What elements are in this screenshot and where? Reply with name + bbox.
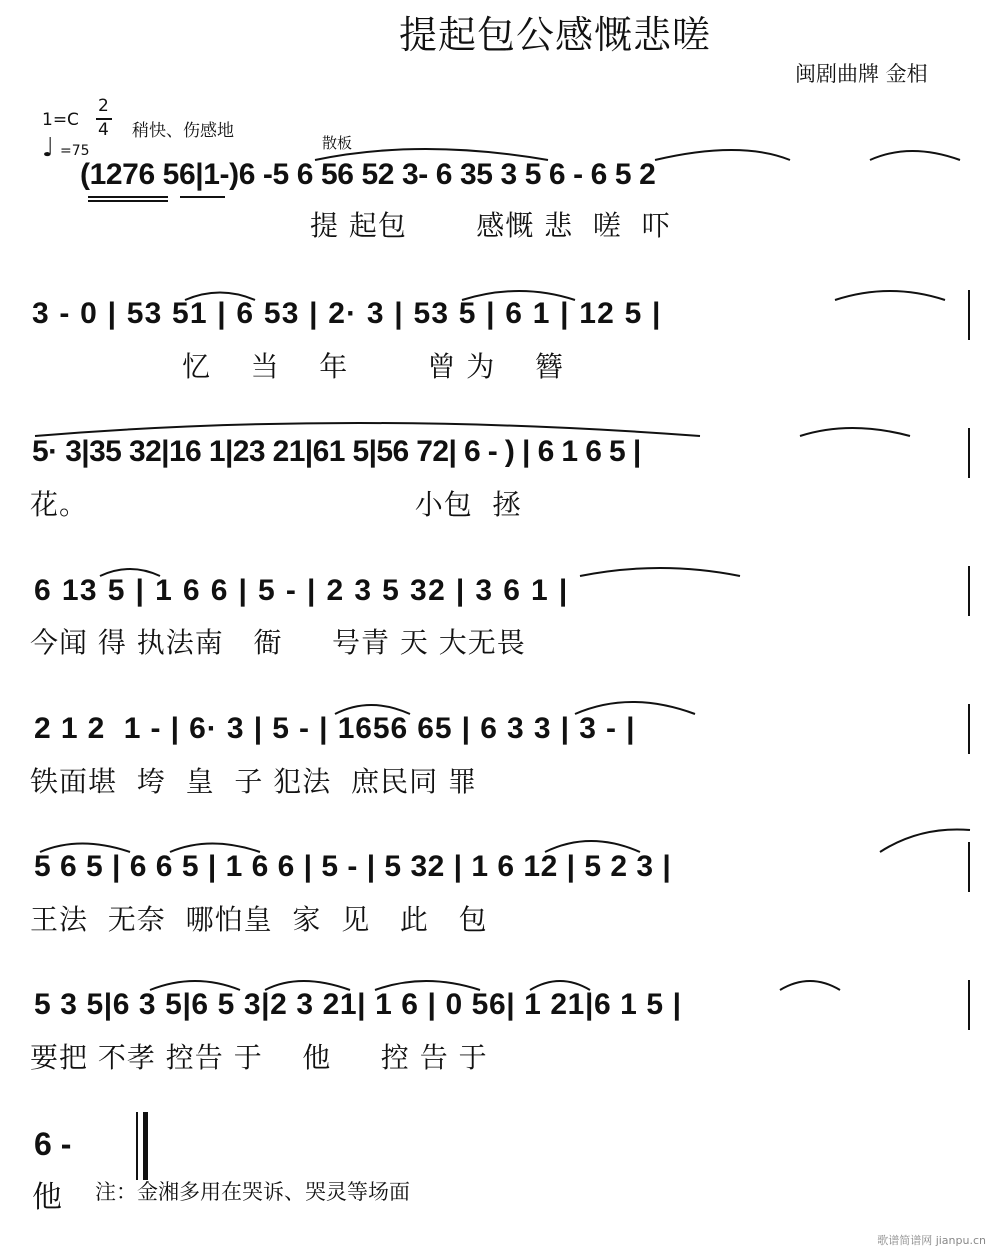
footnote: 注：金湘多用在哭诉、哭灵等场面: [95, 1180, 410, 1204]
lyric-row-6: 王法 无奈 哪怕皇 家 见 此 包: [30, 903, 488, 936]
time-signature-top: 2: [98, 96, 109, 116]
notation-row-6: 5 6 5 | 6 6 5 | 1 6 6 | 5 - | 5 32 | 1 6 12 | 5 2 3 |: [34, 850, 672, 883]
notation-row-3: 5· 3|35 32|16 1|23 21|61 5|56 72| 6 - ) | 6 1 6 5 |: [32, 435, 641, 468]
lyric-row-5: 铁面堪 垮 皇 子 犯法 庶民同 罪: [30, 765, 478, 798]
notation-row-1: (1276 56|1-)6 -5 6 56 52 3- 6 35 3 5 6 - 6 5 2: [80, 158, 656, 191]
notation-row-5: 2 1 2 1 - | 6· 3 | 5 - | 1656 65 | 6 3 3 | 3 - |: [34, 712, 636, 745]
lyric-row-8: 他: [32, 1180, 63, 1215]
key-signature: 1=C: [42, 110, 79, 130]
page-title: 提起包公感慨悲嗟: [398, 13, 711, 57]
watermark: 歌谱简谱网 jianpu.cn: [877, 1234, 986, 1247]
time-signature-bottom: 4: [98, 120, 109, 140]
lyric-row-2: 忆 当 年 曾 为 簪: [182, 350, 564, 383]
notation-row-4: 6 13 5 | 1 6 6 | 5 - | 2 3 5 32 | 3 6 1 |: [34, 574, 569, 607]
source-credit: 闽剧曲牌 金相: [795, 62, 928, 86]
quarter-note-icon: ♩: [42, 133, 55, 163]
notation-row-7: 5 3 5|6 3 5|6 5 3|2 3 21| 1 6 | 0 56| 1 21|6 1 5 |: [34, 988, 682, 1021]
notation-row-2: 3 - 0 | 53 51 | 6 53 | 2· 3 | 53 5 | 6 1 | 12 5 |: [32, 297, 662, 330]
tempo-mark: =75: [60, 143, 90, 159]
lyric-row-7: 要把 不孝 控告 于 他 控 告 于: [30, 1041, 488, 1074]
lyric-row-4: 今闻 得 执法南 衙 号青 天 大无畏: [30, 626, 526, 659]
expression-mark: 稍快、伤感地: [132, 121, 234, 141]
lyric-row-1: 提 起包 感慨 悲 嗟 吓: [310, 209, 671, 242]
notation-row-8: 6 -: [34, 1126, 72, 1162]
free-rhythm-mark: 散板: [322, 134, 353, 152]
lyric-row-3: 花。 小包 拯: [30, 488, 522, 521]
